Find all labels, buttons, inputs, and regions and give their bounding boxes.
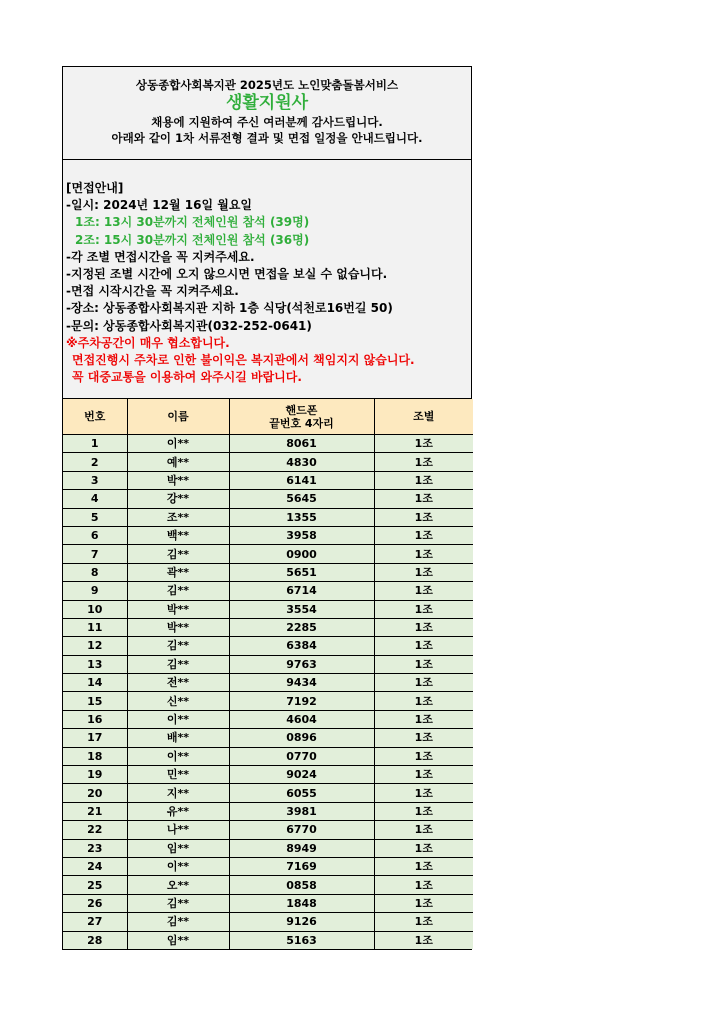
cell-phone-last4: 3958 [229,526,374,544]
cell-group: 1조 [374,453,473,471]
cell-phone-last4: 1355 [229,508,374,526]
cell-name: 강** [127,490,229,508]
cell-name: 민** [127,766,229,784]
cell-group: 1조 [374,857,473,875]
interview-info-heading: [면접안내] [66,181,124,195]
cell-phone-last4: 5163 [229,931,374,949]
cell-number: 14 [63,674,127,692]
cell-group: 1조 [374,784,473,802]
cell-name: 김** [127,894,229,912]
cell-number: 5 [63,508,127,526]
cell-phone-last4: 8061 [229,435,374,453]
table-row [63,471,473,489]
cell-group: 1조 [374,839,473,857]
cell-group: 1조 [374,913,473,931]
cell-name: 신** [127,692,229,710]
cell-phone-last4: 4830 [229,453,374,471]
table-header-row [63,399,473,435]
rule-start-time: -면접 시작시간을 꼭 지켜주세요. [66,284,239,299]
table-row [63,857,473,875]
parking-liability-warning: 면접진행시 주차로 인한 불이익은 복지관에서 책임지지 않습니다. [72,353,415,368]
table-row [63,747,473,765]
cell-group: 1조 [374,563,473,581]
cell-group: 1조 [374,435,473,453]
applicant-table [63,399,473,949]
cell-number: 18 [63,747,127,765]
table-row [63,526,473,544]
cell-name: 김** [127,913,229,931]
cell-number: 7 [63,545,127,563]
cell-group: 1조 [374,766,473,784]
cell-name: 예** [127,453,229,471]
phone-header-line2: 끝번호 4자리 [269,416,334,430]
table-row [63,637,473,655]
cell-number: 15 [63,692,127,710]
cell-number: 2 [63,453,127,471]
table-row [63,435,473,453]
table-row [63,913,473,931]
parking-warning: ※주차공간이 매우 협소합니다. [66,335,230,350]
cell-number: 26 [63,894,127,912]
table-row [63,490,473,508]
cell-number: 10 [63,600,127,618]
rule-keep-group-time: -각 조별 면접시간을 꼭 지켜주세요. [66,249,255,264]
table-row [63,894,473,912]
cell-name: 김** [127,545,229,563]
group1-schedule: 1조: 13시 30분까지 전체인원 참석 (39명) [75,215,310,230]
cell-name: 이** [127,747,229,765]
cell-number: 23 [63,839,127,857]
cell-number: 9 [63,582,127,600]
table-row [63,802,473,820]
table-row [63,453,473,471]
cell-group: 1조 [374,655,473,673]
cell-phone-last4: 8949 [229,839,374,857]
cell-number: 11 [63,618,127,636]
organization-program-line: 상동종합사회복지관 2025년도 노인맞춤돌봄서비스 [135,78,399,92]
phone-header-line1: 핸드폰 [285,403,318,417]
column-header-name: 이름 [127,399,229,435]
column-header-number: 번호 [63,399,127,435]
cell-name: 유** [127,802,229,820]
table-row [63,655,473,673]
cell-group: 1조 [374,582,473,600]
interview-notice-sheet [62,66,472,950]
cell-name: 이** [127,857,229,875]
cell-group: 1조 [374,747,473,765]
cell-name: 오** [127,876,229,894]
interview-place: -장소: 상동종합사회복지관 지하 1층 식당(석천로16번길 50) [66,301,393,316]
contact-info: -문의: 상동종합사회복지관(032-252-0641) [66,318,312,333]
table-row [63,784,473,802]
cell-number: 24 [63,857,127,875]
cell-group: 1조 [374,600,473,618]
interview-info-section [63,160,471,399]
cell-phone-last4: 6714 [229,582,374,600]
cell-phone-last4: 0900 [229,545,374,563]
cell-group: 1조 [374,876,473,894]
cell-name: 곽** [127,563,229,581]
cell-name: 지** [127,784,229,802]
cell-number: 28 [63,931,127,949]
cell-phone-last4: 0858 [229,876,374,894]
cell-number: 20 [63,784,127,802]
cell-phone-last4: 9434 [229,674,374,692]
cell-phone-last4: 6055 [229,784,374,802]
table-row [63,618,473,636]
cell-number: 8 [63,563,127,581]
cell-group: 1조 [374,692,473,710]
cell-group: 1조 [374,821,473,839]
cell-phone-last4: 7169 [229,857,374,875]
rule-absent-group-time: -지정된 조별 시간에 오지 않으시면 면접을 보실 수 없습니다. [66,267,388,282]
cell-name: 나** [127,821,229,839]
cell-phone-last4: 3981 [229,802,374,820]
cell-group: 1조 [374,637,473,655]
cell-phone-last4: 9126 [229,913,374,931]
cell-group: 1조 [374,931,473,949]
cell-phone-last4: 9763 [229,655,374,673]
table-row [63,692,473,710]
cell-name: 김** [127,655,229,673]
table-row [63,729,473,747]
table-row [63,582,473,600]
group2-schedule: 2조: 15시 30분까지 전체인원 참석 (36명) [75,232,310,247]
cell-number: 22 [63,821,127,839]
cell-name: 김** [127,637,229,655]
cell-phone-last4: 7192 [229,692,374,710]
thanks-message: 채용에 지원하여 주신 여러분께 감사드립니다. [151,115,383,129]
cell-phone-last4: 4604 [229,710,374,728]
cell-number: 1 [63,435,127,453]
cell-phone-last4: 6384 [229,637,374,655]
cell-name: 조** [127,508,229,526]
table-row [63,674,473,692]
cell-name: 백** [127,526,229,544]
cell-phone-last4: 3554 [229,600,374,618]
cell-name: 이** [127,710,229,728]
cell-name: 김** [127,582,229,600]
cell-name: 박** [127,618,229,636]
cell-phone-last4: 5645 [229,490,374,508]
cell-group: 1조 [374,710,473,728]
table-row [63,563,473,581]
cell-name: 박** [127,471,229,489]
public-transport-request: 꼭 대중교통을 이용하여 와주시길 바랍니다. [72,370,302,385]
cell-group: 1조 [374,526,473,544]
schedule-intro-message: 아래와 같이 1차 서류전형 결과 및 면접 일정을 안내드립니다. [111,131,423,145]
cell-number: 19 [63,766,127,784]
table-row [63,545,473,563]
cell-name: 박** [127,600,229,618]
cell-phone-last4: 0896 [229,729,374,747]
cell-phone-last4: 2285 [229,618,374,636]
cell-name: 배** [127,729,229,747]
cell-phone-last4: 6770 [229,821,374,839]
cell-group: 1조 [374,471,473,489]
column-header-phone [229,399,374,435]
cell-phone-last4: 5651 [229,563,374,581]
cell-group: 1조 [374,545,473,563]
cell-group: 1조 [374,490,473,508]
cell-number: 12 [63,637,127,655]
column-header-group: 조별 [374,399,473,435]
cell-group: 1조 [374,618,473,636]
notice-header [63,67,471,160]
cell-name: 임** [127,839,229,857]
cell-number: 17 [63,729,127,747]
cell-name: 임** [127,931,229,949]
cell-phone-last4: 1848 [229,894,374,912]
table-row [63,710,473,728]
cell-name: 전** [127,674,229,692]
cell-number: 4 [63,490,127,508]
cell-group: 1조 [374,508,473,526]
cell-number: 3 [63,471,127,489]
cell-group: 1조 [374,802,473,820]
cell-phone-last4: 9024 [229,766,374,784]
cell-number: 13 [63,655,127,673]
cell-number: 27 [63,913,127,931]
cell-group: 1조 [374,674,473,692]
job-title: 생활지원사 [225,93,309,113]
cell-number: 16 [63,710,127,728]
cell-phone-last4: 6141 [229,471,374,489]
table-row [63,839,473,857]
table-row [63,821,473,839]
cell-name: 이** [127,435,229,453]
cell-number: 21 [63,802,127,820]
table-row [63,876,473,894]
cell-number: 6 [63,526,127,544]
cell-group: 1조 [374,894,473,912]
cell-phone-last4: 0770 [229,747,374,765]
table-row [63,508,473,526]
cell-number: 25 [63,876,127,894]
table-row [63,931,473,949]
table-row [63,766,473,784]
interview-date: -일시: 2024년 12월 16일 월요일 [66,198,253,213]
cell-group: 1조 [374,729,473,747]
table-row [63,600,473,618]
